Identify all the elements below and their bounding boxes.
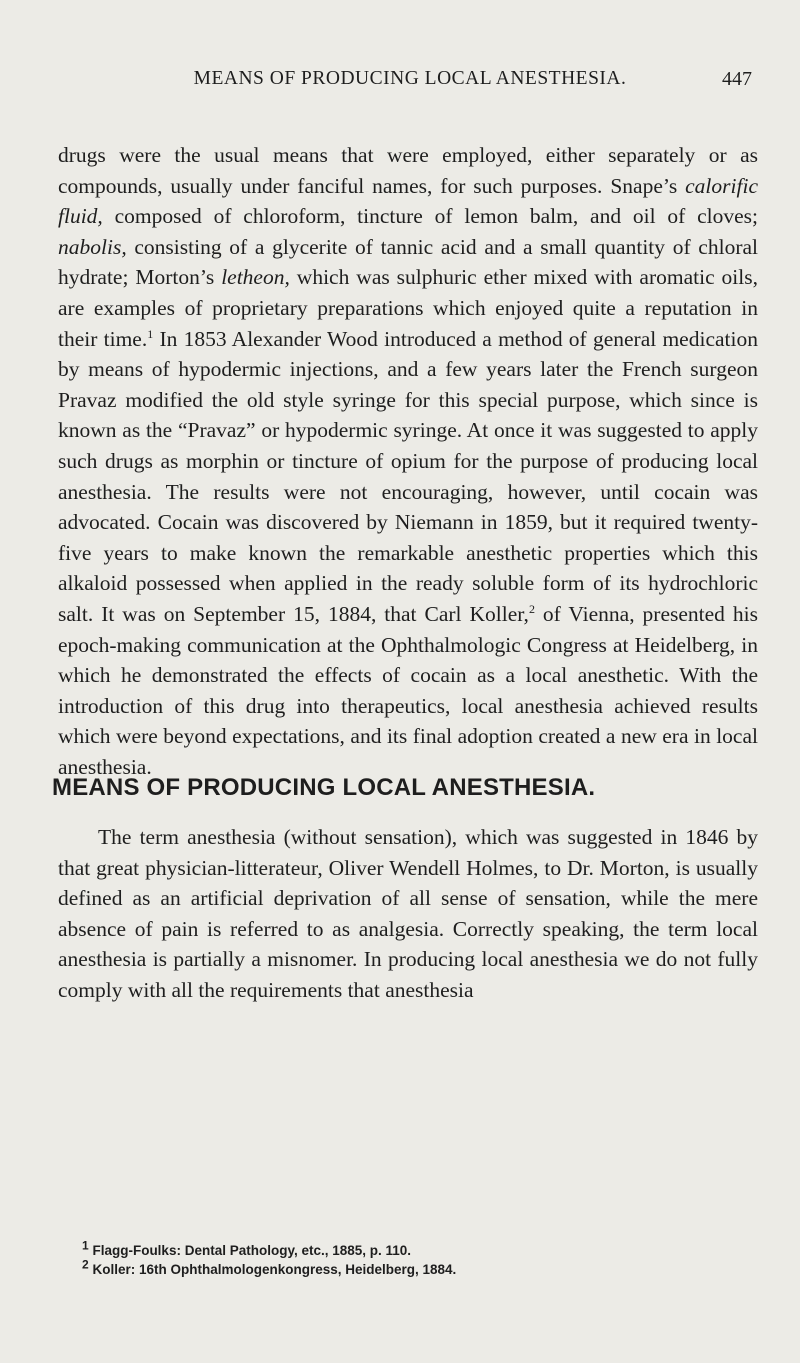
footnotes (82, 1238, 762, 1279)
body-paragraph (58, 140, 758, 782)
text-segment: consisting of a glycerite of tannic acid and a small quantity of chloral hydrate; Morton’s (58, 234, 758, 290)
footnote-ref: 1 (147, 326, 154, 341)
text-segment: which was sulphuric ether mixed with aromatic oils, are examples of proprietary preparations which enjoyed quite a reputation in their time. (58, 265, 758, 351)
section-paragraph: The term anesthesia (without sensation), which was suggested in 1846 by that great physician-litterateur, Oliver Wendell Holmes, to Dr. Morton, is usually defined as an artificial deprivation of all sense of sensation, while the mere absence of pain is referred to as analgesia. Correctly speaking, the term local anesthesia is partially a misnomer. In producing local anesthesia we do not fully comply with all the requirements that anesthesia (58, 825, 758, 1002)
page-number: 447 (722, 68, 752, 90)
section-heading: MEANS OF PRODUCING LOCAL ANESTHESIA. (52, 774, 596, 801)
italic-term: calorific fluid, (58, 173, 758, 229)
footnote-mark: 2 (82, 1257, 89, 1272)
italic-term: nabolis, (58, 234, 127, 259)
footnote-mark: 1 (82, 1238, 89, 1253)
text-segment: drugs were the usual means that were employed, either separately or as compounds, usually under fanciful names, for such purposes. Snape’s (58, 143, 758, 198)
footnote (82, 1257, 762, 1279)
running-head: MEANS OF PRODUCING LOCAL ANESTHESIA. (193, 68, 627, 89)
text-segment: In 1853 Alexander Wood introduced a method of general medication by means of hypodermic injections, and a few years later the French surgeon Pravaz modified the old style syringe for this special purpose, which since is known as the “Pravaz” or hypodermic syringe. At once it was suggested to apply such drugs as morphin or tincture of opium for the purpose of producing local anesthesia. The results were not encouraging, however, until cocain was advocated. Cocain was discovered by Niemann in 1859, but it required twenty-five years to make known the remarkable anesthetic properties which this alkaloid possessed when applied in the ready soluble form of its hydrochloric salt. It was on September 15, 1884, that Carl Koller, (58, 326, 758, 626)
footnote-text: Flagg-Foulks: Dental Pathology, etc., 1885, p. 110. (92, 1243, 412, 1258)
italic-term: letheon, (221, 265, 290, 290)
text-segment: of Vienna, presented his epoch-making communication at the Ophthalmologic Congress at Heidelberg, in which he demonstrated the effects of cocain as a local anesthetic. With the introduction of this drug into therapeutics, local anesthesia achieved results which were beyond expectations, and its final adoption created a new era in local anesthesia. (58, 601, 758, 779)
footnote-ref: 2 (528, 601, 535, 616)
footnote (82, 1238, 762, 1260)
text-segment: composed of chloroform, tincture of lemon balm, and oil of cloves; (102, 204, 758, 229)
footnote-text: Koller: 16th Ophthalmologenkongress, Heidelberg, 1884. (92, 1262, 457, 1277)
